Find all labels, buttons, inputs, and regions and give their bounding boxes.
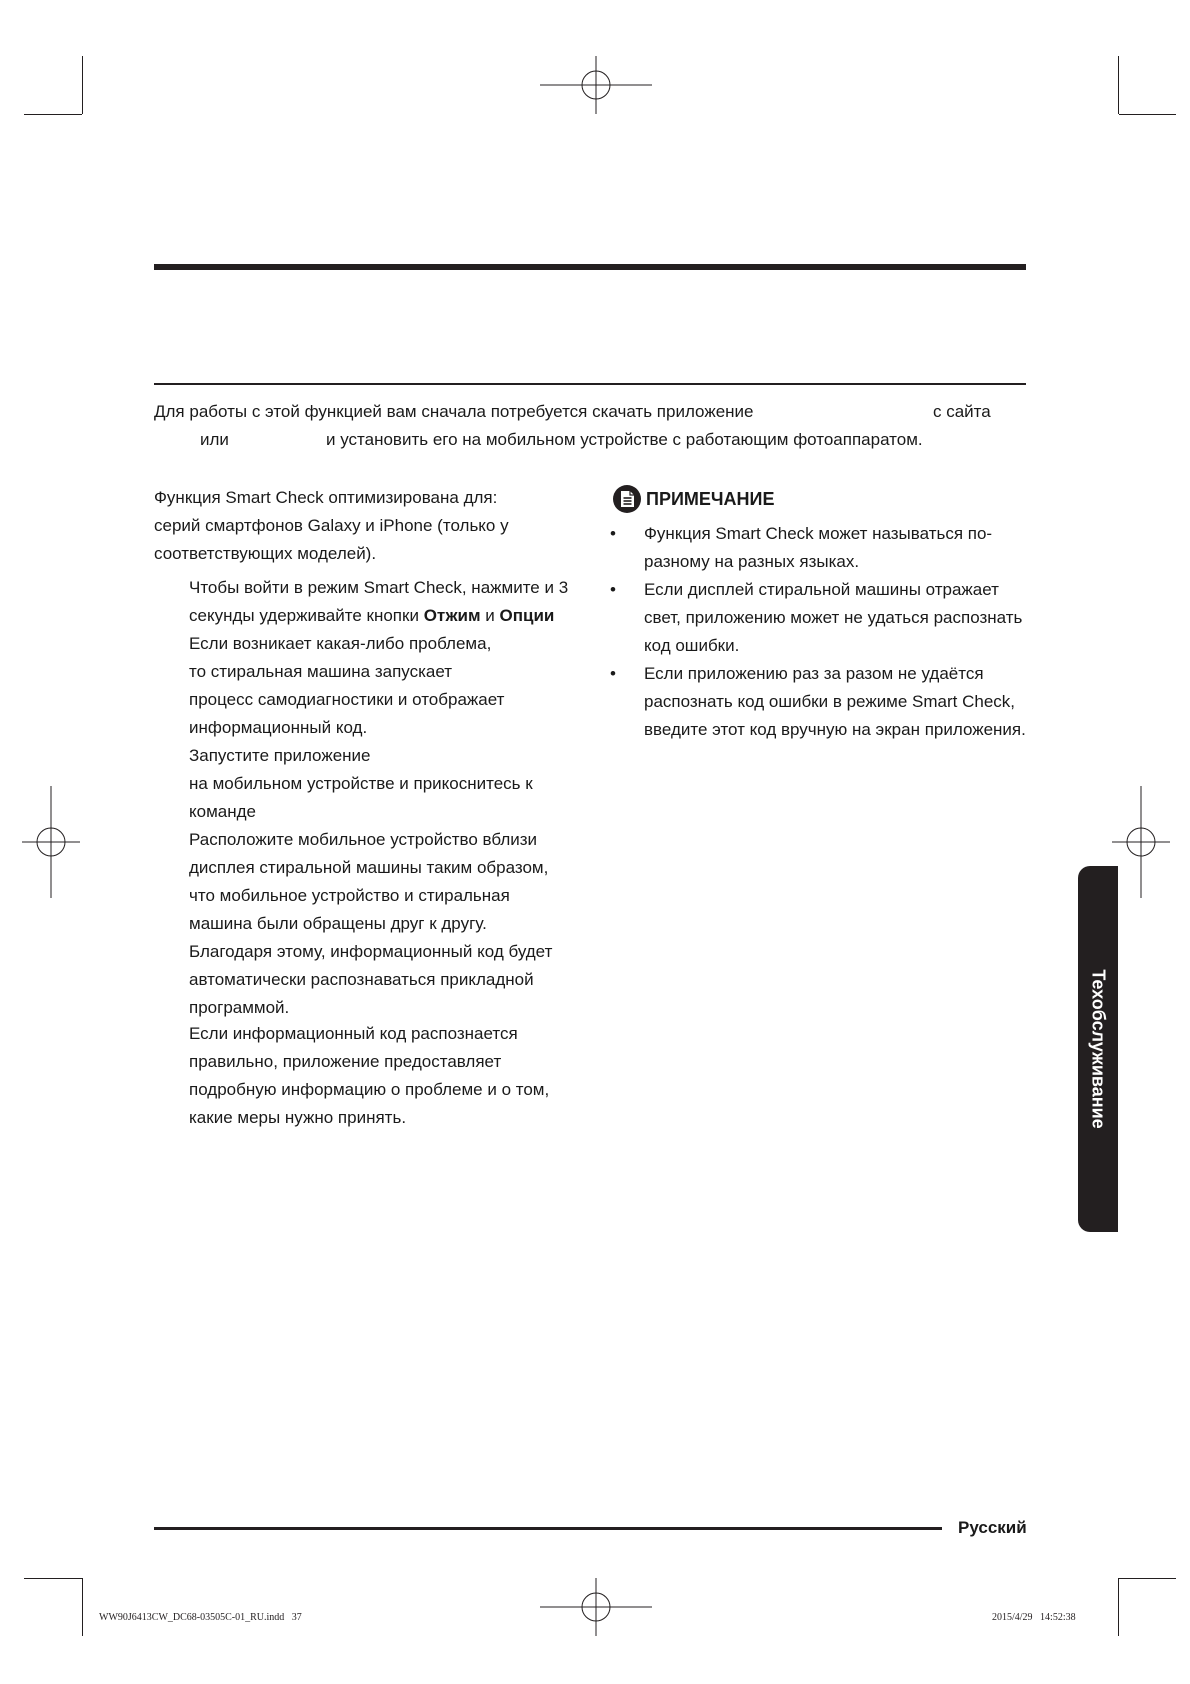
footer-language: Русский [958, 1518, 1027, 1537]
registration-mark-right [1112, 786, 1170, 898]
optimized-line: соответствующих моделей). [154, 544, 377, 563]
optimized-line: Функция Smart Check оптимизирована для: [154, 488, 498, 507]
step1-line-buttons [189, 602, 554, 630]
intro-line2-or-text: или [200, 430, 229, 449]
intro-line2-install-text: и установить его на мобильном устройстве с работающим фотоаппаратом. [326, 430, 923, 449]
step4-line: Благодаря этому, информационный код будет [189, 942, 553, 961]
header-thick-rule [154, 264, 1026, 270]
crop-mark-br-vertical [1118, 1578, 1119, 1636]
note-bullet: • [610, 664, 616, 683]
note-item2-line: Если дисплей стиральной машины отражает [644, 580, 999, 599]
step4-line: что мобильное устройство и стиральная [189, 886, 510, 905]
step4-line: машина были обращены друг к другу. [189, 914, 487, 933]
step4-line: программой. [189, 998, 290, 1017]
crop-mark-tr-vertical [1118, 56, 1119, 114]
step1-and-text: и [485, 606, 495, 625]
intro-line1-site-text: с сайта [933, 402, 991, 421]
step4-line: автоматически распознаваться прикладной [189, 970, 534, 989]
step5-line: Если информационный код распознается [189, 1024, 518, 1043]
note-bullet: • [610, 524, 616, 543]
step4-line: Расположите мобильное устройство вблизи [189, 830, 538, 849]
crop-mark-tl-vertical [82, 56, 83, 114]
crop-mark-bl-horizontal [24, 1578, 82, 1579]
step2-line: процесс самодиагностики и отображает [189, 690, 505, 709]
step2-line: информационный код. [189, 718, 368, 737]
step2-line: Если возникает какая-либо проблема, [189, 634, 492, 653]
crop-mark-tl-horizontal [24, 114, 82, 115]
step5-line: какие меры нужно принять. [189, 1108, 407, 1127]
print-slug-date: 2015/4/29 14:52:38 [992, 1612, 1076, 1623]
spin-button-label: Отжим [423, 606, 481, 625]
crop-mark-tr-horizontal [1119, 114, 1176, 115]
registration-mark-bottom [540, 1578, 652, 1636]
note-item3-line: распознать код ошибки в режиме Smart Check, [644, 692, 1016, 711]
step3-line: на мобильном устройстве и прикоснитесь к [189, 774, 533, 793]
step4-line: дисплея стиральной машины таким образом, [189, 858, 549, 877]
registration-mark-left [22, 786, 80, 898]
step3-line: команде [189, 802, 256, 821]
section-side-tab-label: Техобслуживание [1088, 969, 1109, 1129]
note-icon [612, 484, 642, 514]
step2-line: то стиральная машина запускает [189, 662, 453, 681]
note-item1-line: Функция Smart Check может называться по- [644, 524, 993, 543]
registration-mark-top [540, 56, 652, 114]
note-item1-line: разному на разных языках. [644, 552, 860, 571]
options-button-label: Опции [499, 606, 555, 625]
intro-line1-text: Для работы с этой функцией вам сначала потребуется скачать приложение [154, 402, 754, 421]
note-item2-line: свет, приложению может не удаться распознать [644, 608, 1023, 627]
footer-rule [154, 1527, 942, 1530]
note-bullet: • [610, 580, 616, 599]
note-item3-line: Если приложению раз за разом не удаётся [644, 664, 984, 683]
step5-line: правильно, приложение предоставляет [189, 1052, 502, 1071]
step1-text: секунды удерживайте кнопки [189, 606, 419, 625]
print-slug-file: WW90J6413CW_DC68-03505C-01_RU.indd 37 [99, 1612, 302, 1623]
crop-mark-br-horizontal [1119, 1578, 1176, 1579]
section-thin-rule [154, 383, 1026, 385]
optimized-line: серий смартфонов Galaxy и iPhone (только у [154, 516, 509, 535]
step3-line: Запустите приложение [189, 746, 371, 765]
note-item2-line: код ошибки. [644, 636, 740, 655]
step5-line: подробную информацию о проблеме и о том, [189, 1080, 550, 1099]
note-item3-line: введите этот код вручную на экран приложения. [644, 720, 1026, 739]
step1-line: Чтобы войти в режим Smart Check, нажмите и 3 [189, 578, 569, 597]
crop-mark-bl-vertical [82, 1578, 83, 1636]
note-title: ПРИМЕЧАНИЕ [646, 489, 775, 509]
